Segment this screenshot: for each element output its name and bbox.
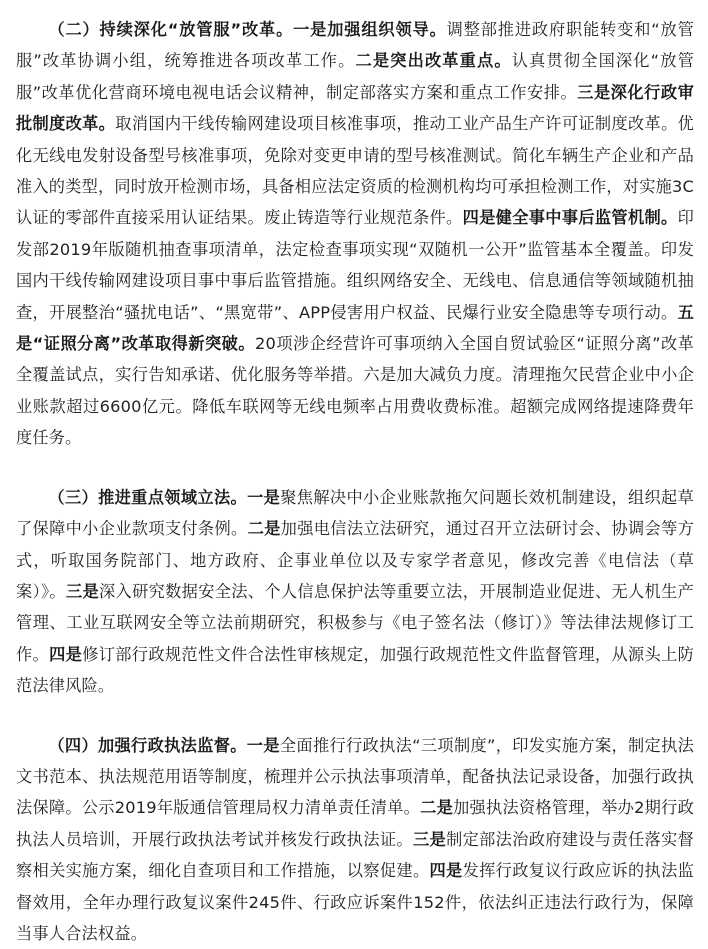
- bold-run: （四）加强行政执法监督。: [48, 735, 247, 755]
- bold-run: 一是加强组织领导。: [293, 20, 447, 39]
- bold-run: 三是: [412, 829, 447, 849]
- bold-run: 三是: [65, 581, 100, 601]
- text-run: 制定部法治政府建设与责任落实督察相关实施方案，细化自查项目和工作措施，以察促建。: [16, 829, 695, 881]
- bold-run: 四是健全事中事后监管机制。: [462, 208, 678, 228]
- bold-run: 三是深化行政审批制度改革。: [16, 82, 695, 134]
- bold-run: 四是: [49, 644, 83, 664]
- bold-run: 一是: [246, 735, 280, 755]
- text-run: 取消国内干线传输网建设项目核准事项，推动工业产品生产许可证制度改革。优化无线电发射设备型号核准事项，免除对变更申请的型号核准测试。简化车辆生产企业和产品准入的类型，同时放开检测市场，具备相应法定资质的检测机构均可承担检测工作，对实施3C认证的零部件直接采用认证结果。废止铸造等行业规范条件。: [16, 114, 695, 228]
- text-run: 加强电信法立法研究，通过召开立法研讨会、协调会等方式，听取国务院部门、地方政府、企事业单位以及专家学者意见，修改完善《电信法（草案）》。: [16, 519, 694, 601]
- text-run: 聚焦解决中小企业账款拖欠问题长效机制建设，组织起草了保障中小企业款项支付条例。: [16, 487, 694, 539]
- text-run: 20项涉企经营许可事项纳入全国自贸试验区“证照分离”改革全覆盖试点，实行告知承诺、优化服务等举措。六是加大减负力度。清理拖欠民营企业中小企业账款超过6600亿元。降低车联网等无线电频率占用费收费标准。超额完成网络提速降费年度任务。: [16, 334, 695, 448]
- text-run: 印发部2019年版随机抽查事项清单，法定检查事项实现“双随机一公开”监管基本全覆盖。印发国内干线传输网建设项目事中事后监管措施。组织网络安全、无线电、信息通信等领域随机抽查，开展整治“骚扰电话”、“黑宽带”、APP侵害用户权益、民爆行业安全隐患等专项行动。: [16, 208, 694, 322]
- text-run: 深入研究数据安全法、个人信息保护法等重要立法，开展制造业促进、无人机生产管理、工业互联网安全等立法前期研究，积极参与《电子签名法（修订）》等法律法规修订工作。: [16, 581, 695, 664]
- text-run: 发挥行政复议行政应诉的执法监督效用，全年办理行政复议案件245件、行政应诉案件152件，依法纠正违法行政行为，保障当事人合法权益。: [16, 861, 694, 943]
- bold-run: 二是: [247, 519, 281, 539]
- bold-run: 一是: [247, 487, 281, 507]
- paragraph-fangguanfu-reform: [16, 14, 694, 454]
- text-run: 调整部推进政府职能转变和“放管服”改革协调小组，统筹推进各项改革工作。: [16, 20, 694, 71]
- text-run: 修订部行政规范性文件合法性审核规定，加强行政规范性文件监督管理，从源头上防范法律风险。: [16, 644, 695, 696]
- paragraph-key-area-legislation: [16, 482, 694, 702]
- text-run: 认真贯彻全国深化“放管服”改革优化营商环境电视电话会议精神，制定部落实方案和重点工作安排。: [16, 51, 694, 102]
- bold-run: 四是: [429, 861, 463, 881]
- text-run: 全面推行行政执法“三项制度”，印发实施方案，制定执法文书范本、执法规范用语等制度，梳理并公示执法事项清单，配备执法记录设备，加强行政执法保障。公示2019年版通信管理局权力清单责任清单。: [16, 735, 694, 818]
- text-run: 加强执法资格管理，举办2期行政执法人员培训，开展行政执法考试并核发行政执法证。: [16, 798, 694, 849]
- bold-run: （二）持续深化“放管服”改革。: [48, 20, 294, 39]
- bold-run: 五是“证照分离”改革取得新突破。: [16, 302, 694, 354]
- bold-run: 二是: [420, 798, 454, 818]
- paragraph-administrative-enforcement: [16, 730, 694, 949]
- bold-run: （三）推进重点领域立法。: [48, 487, 248, 507]
- bold-run: 二是突出改革重点。: [355, 51, 512, 71]
